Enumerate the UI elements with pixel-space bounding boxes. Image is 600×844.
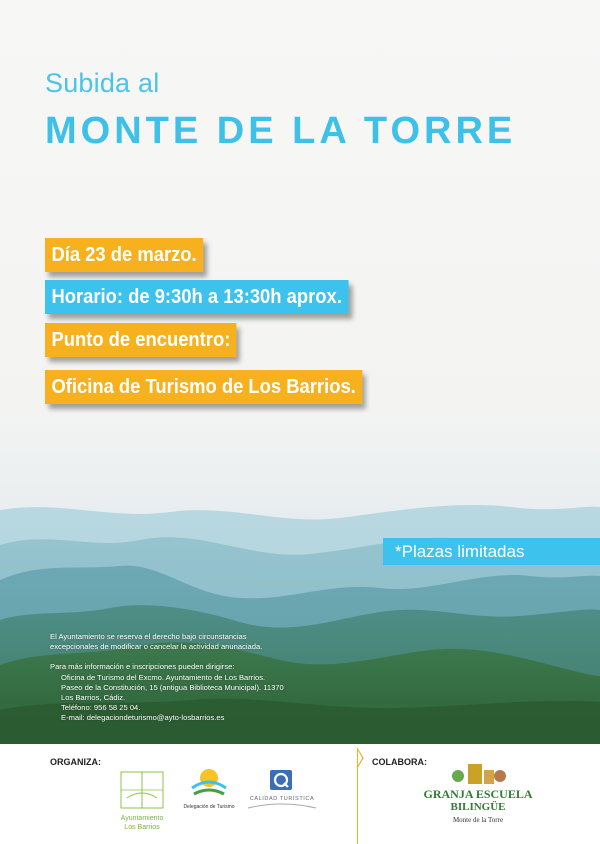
calidad-turistica-logo [246,764,318,814]
ayuntamiento-logo [113,768,171,836]
office-city: Los Barrios, Cádiz. [61,693,126,703]
office-phone: Teléfono: 956 58 25 04. [61,703,141,713]
svg-text:GRANJA ESCUELA: GRANJA ESCUELA [423,787,533,801]
svg-text:Ayuntamiento: Ayuntamiento [120,815,164,822]
svg-text:Delegación de Turismo: Delegación de Turismo [183,804,235,810]
event-subtitle: Subida al [45,68,160,98]
organiza-label: ORGANIZA: [50,757,101,767]
event-title: MONTE DE LA TORRE [45,110,517,152]
granja-escuela-logo [423,762,533,832]
colabora-label: COLABORA: [372,757,427,767]
limited-places-banner: *Plazas limitadas [383,538,600,565]
date-tag: Día 23 de marzo. [45,238,203,272]
meeting-point-label-tag: Punto de encuentro: [45,323,237,357]
divider-arrow-icon [352,748,364,768]
info-notes [50,632,350,724]
office-email: E-mail: delegaciondeturismo@ayto-losbarrios.es [61,713,225,723]
svg-text:Los Barrios: Los Barrios [124,824,160,831]
office-address: Paseo de la Constitución, 15 (antigua Biblioteca Municipal). 11370 [61,682,284,692]
svg-text:Monte de la Torre: Monte de la Torre [452,816,504,824]
svg-text:BILINGÜE: BILINGÜE [450,801,506,813]
office-name: Oficina de Turismo del Excmo. Ayuntamiento de Los Barrios. [61,672,266,682]
meeting-point-tag: Oficina de Turismo de Los Barrios. [45,370,362,404]
svg-text:CALIDAD TURÍSTICA: CALIDAD TURÍSTICA [249,796,315,802]
delegacion-turismo-logo [183,762,235,820]
schedule-tag: Horario: de 9:30h a 13:30h aprox. [45,280,348,314]
disclaimer-line: excepcionales de modificar o cancelar la actividad anunaciada. [50,642,263,652]
disclaimer-line: El Ayuntamiento se reserva el derecho bajo circunstancias [50,632,247,641]
info-intro: Para más información e inscripciones pueden dirigirse: [50,662,235,672]
